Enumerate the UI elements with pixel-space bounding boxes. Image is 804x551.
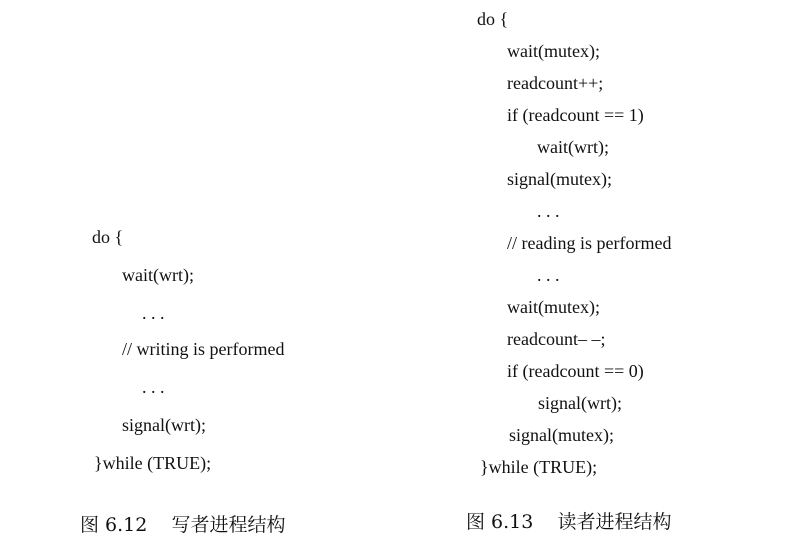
reader-code-line: . . . — [537, 201, 560, 221]
reader-code-line: signal(mutex); — [509, 425, 614, 445]
writer-code-line: . . . — [142, 303, 165, 323]
reader-code-line: signal(wrt); — [538, 393, 622, 413]
reader-code-line: signal(mutex); — [507, 169, 612, 189]
writer-code-line: signal(wrt); — [122, 415, 206, 435]
reader-code-line: . . . — [537, 265, 560, 285]
reader-code-comment: // reading is performed — [507, 233, 672, 253]
writer-code-line: do { — [92, 227, 124, 247]
reader-code-line: if (readcount == 0) — [507, 361, 644, 381]
writer-figure-caption: 图 6.12 写者进程结构 — [80, 514, 286, 536]
reader-code-line: readcount++; — [507, 73, 604, 93]
writer-code-line: wait(wrt); — [122, 265, 194, 285]
writer-code-comment: // writing is performed — [122, 339, 285, 359]
writer-code-line: . . . — [142, 377, 165, 397]
reader-code-line: do { — [477, 9, 509, 29]
reader-code-line: if (readcount == 1) — [507, 105, 644, 125]
reader-code-line: wait(mutex); — [507, 297, 600, 317]
reader-code-line: readcount– –; — [507, 329, 606, 349]
reader-code-line: }while (TRUE); — [480, 457, 598, 477]
writer-code-line: }while (TRUE); — [94, 453, 212, 473]
reader-figure-caption: 图 6.13 读者进程结构 — [466, 511, 672, 533]
reader-code-line: wait(mutex); — [507, 41, 600, 61]
reader-code-line: wait(wrt); — [537, 137, 609, 157]
